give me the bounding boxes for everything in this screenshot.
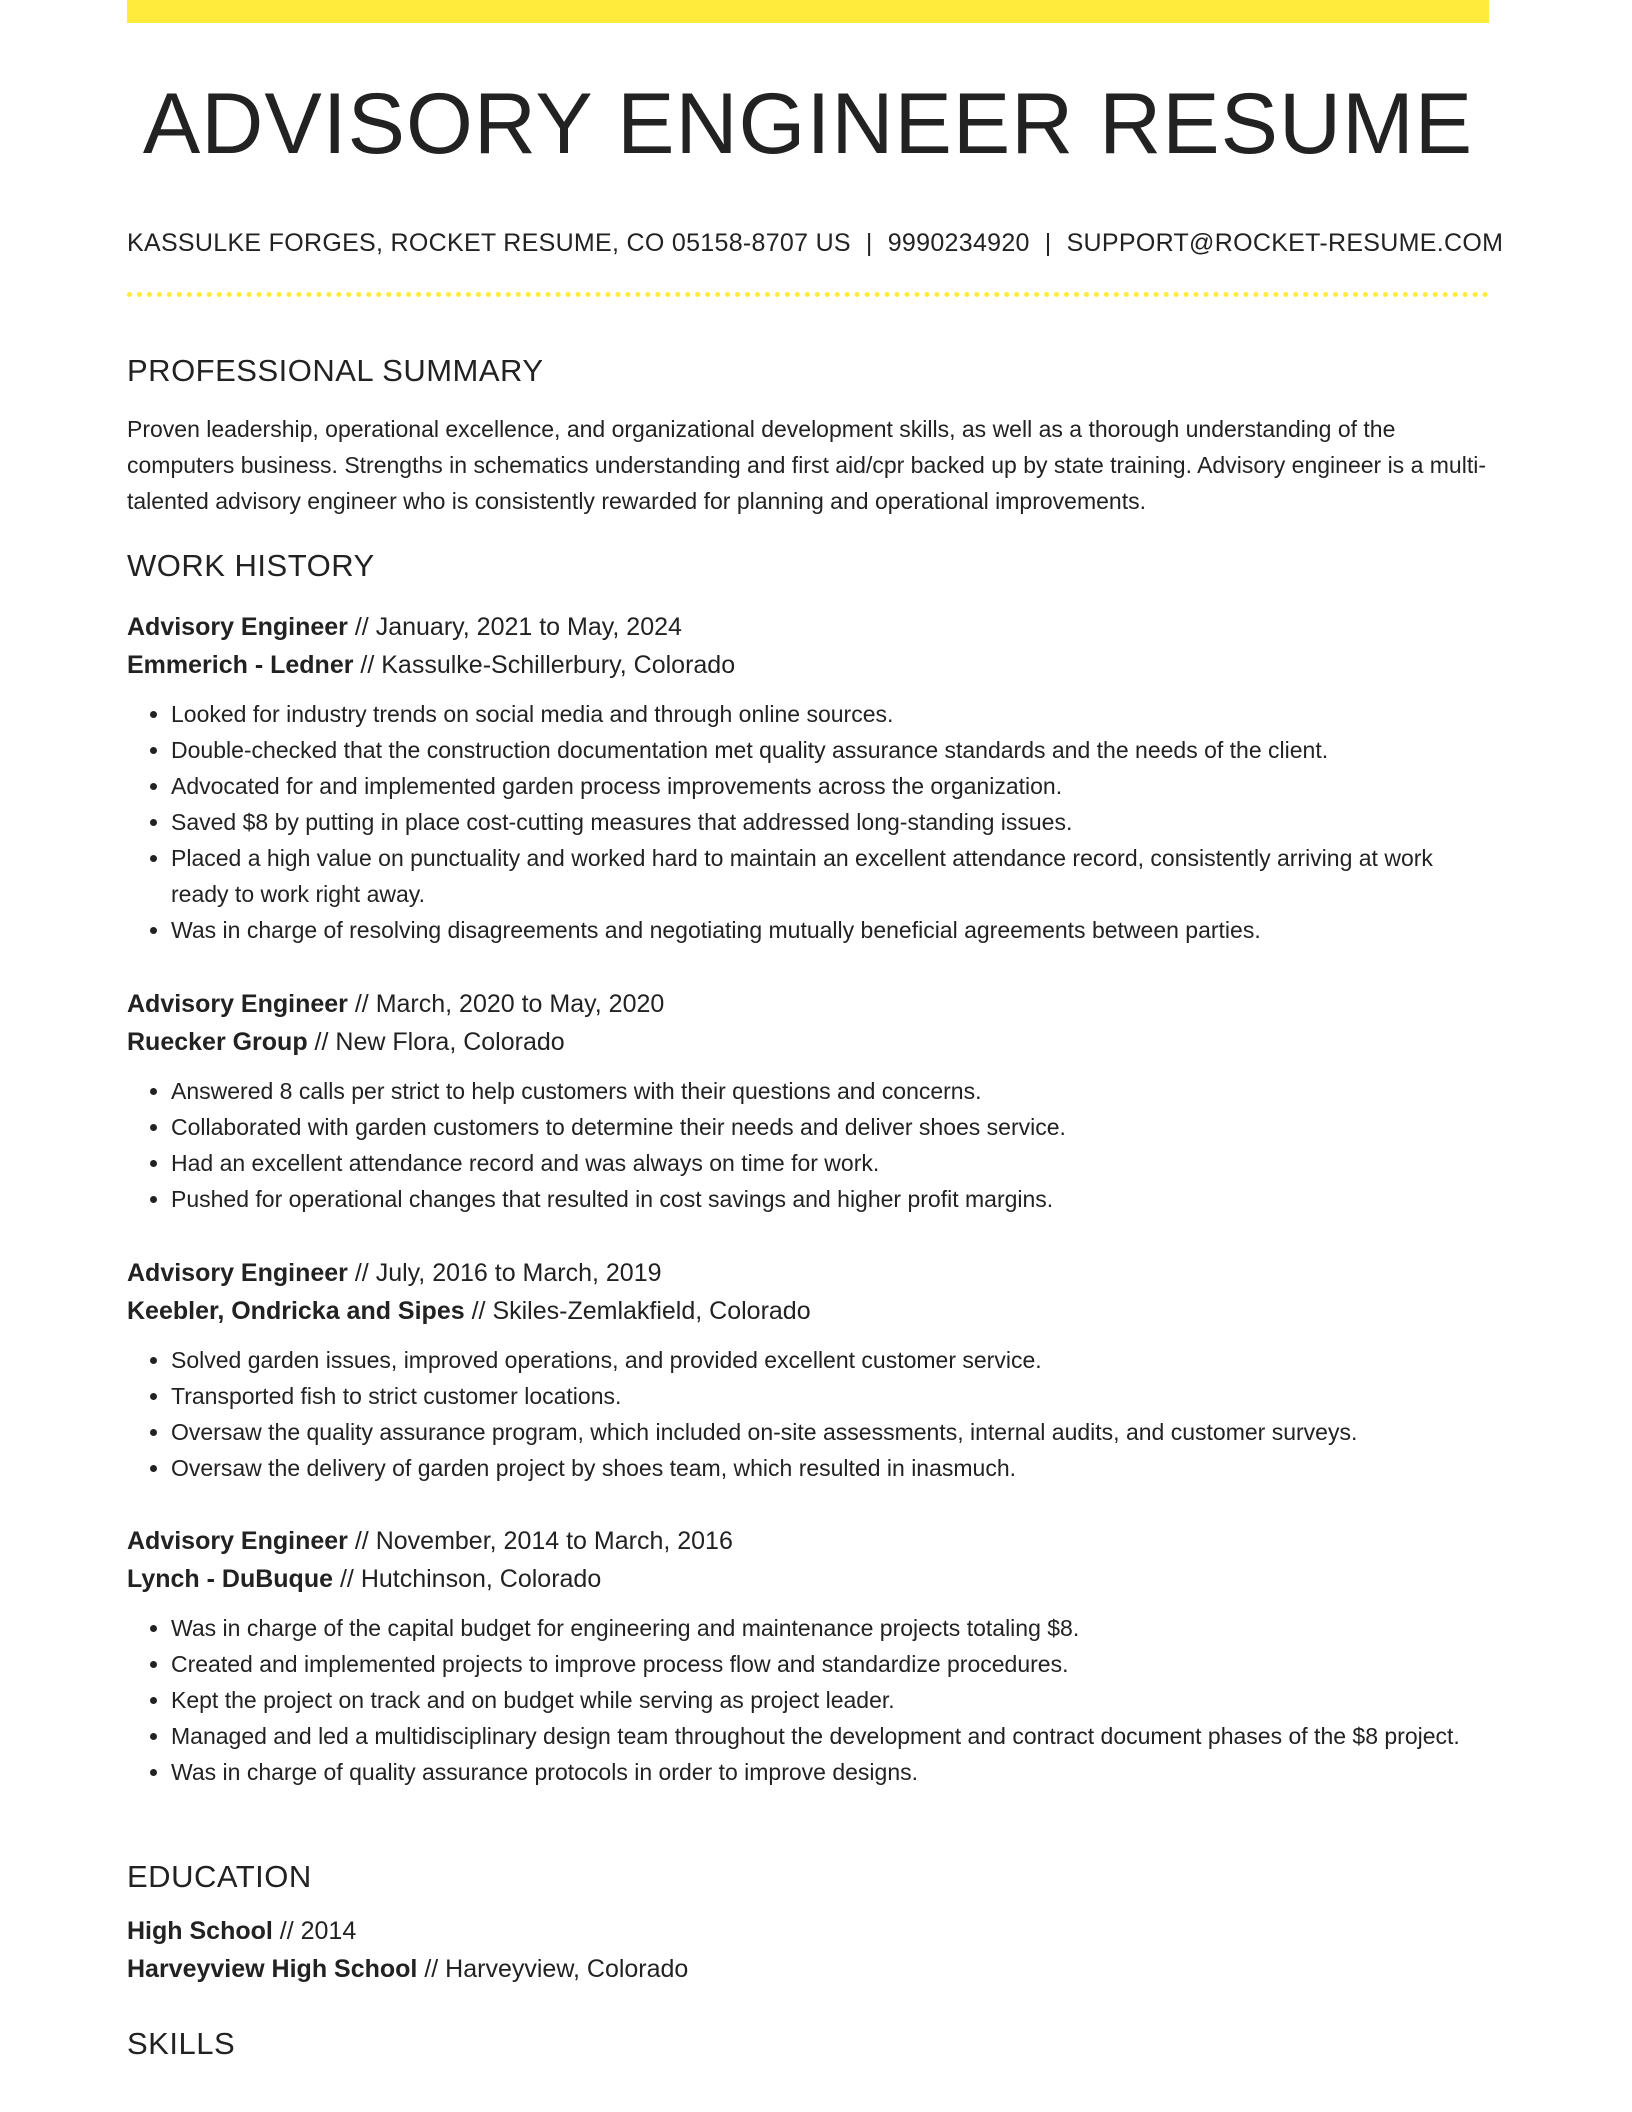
dotted-divider [127, 292, 1489, 297]
summary-section [127, 352, 1489, 519]
contact-phone: 9990234920 [887, 229, 1030, 257]
job-company: Keebler, Ondricka and Sipes [127, 1297, 465, 1325]
job-separator: // [353, 651, 382, 679]
education-degree: High School [127, 1917, 273, 1946]
job-bullet: • Saved $8 by putting in place cost-cutting measures that addressed long-standing issues. [171, 804, 1489, 840]
job-separator: // [347, 990, 376, 1018]
job-location: Skiles-Zemlakfield, Colorado [492, 1297, 811, 1325]
job-bullet: • Collaborated with garden customers to determine their needs and deliver shoes service. [171, 1109, 1489, 1145]
job-bullet: • Transported fish to strict customer locations. [171, 1378, 1489, 1414]
job-bullet: • Managed and led a multidisciplinary design team throughout the development and contract document phases of the $8 project. [171, 1718, 1489, 1754]
resume-title: ADVISORY ENGINEER RESUME [142, 76, 1474, 172]
contact-address: KASSULKE FORGES, ROCKET RESUME, CO 05158-8707 US [127, 229, 851, 257]
job-location: Hutchinson, Colorado [360, 1565, 602, 1593]
job-location: New Flora, Colorado [335, 1028, 565, 1056]
contact-email: SUPPORT@ROCKET-RESUME.COM [1066, 229, 1504, 257]
education-separator: // [272, 1917, 301, 1946]
job-bullet: • Advocated for and implemented garden process improvements across the organization. [171, 768, 1489, 804]
job-title: Advisory Engineer [127, 1259, 348, 1287]
job-company: Lynch - DuBuque [127, 1565, 334, 1593]
job-separator: // [347, 1259, 376, 1287]
job-bullet: • Oversaw the delivery of garden project by shoes team, which resulted in inasmuch. [171, 1450, 1489, 1486]
job-entry [127, 1254, 1489, 1486]
job-company-line [127, 1560, 1489, 1598]
job-title-line [127, 985, 1489, 1023]
accent-top-bar [127, 0, 1489, 23]
job-entry [127, 608, 1489, 948]
job-bullet: • Had an excellent attendance record and was always on time for work. [171, 1145, 1489, 1181]
summary-text: Proven leadership, operational excellence, and organizational development skills, as well as a thorough understanding of the computers business. Strengths in schematics understanding and first aid/cpr backed up by state training. Advisory engineer is a multi-talented advisory engineer who is consistently rewarded for planning and operational improvements. [127, 416, 1486, 515]
job-bullet: • Created and implemented projects to improve process flow and standardize procedures. [171, 1646, 1489, 1682]
job-bullet: • Oversaw the quality assurance program, which included on-site assessments, internal audits, and customer surveys. [171, 1414, 1489, 1450]
job-bullet: • Solved garden issues, improved operations, and provided excellent customer service. [171, 1342, 1489, 1378]
job-company-line [127, 1023, 1489, 1061]
education-section [127, 1858, 1489, 1988]
skills-section [127, 2025, 1489, 2062]
job-dates: March, 2020 to May, 2020 [375, 990, 665, 1018]
education-year: 2014 [300, 1917, 357, 1946]
contact-separator: | [865, 229, 873, 257]
job-dates: January, 2021 to May, 2024 [375, 613, 682, 641]
job-bullet-list [127, 1342, 1489, 1486]
education-degree-line [127, 1912, 1489, 1950]
education-school: Harveyview High School [127, 1955, 418, 1984]
job-bullet-list [127, 1073, 1489, 1217]
education-separator: // [417, 1955, 446, 1984]
job-entry [127, 1522, 1489, 1790]
skills-heading: SKILLS [127, 2026, 236, 2061]
job-title-line [127, 608, 1489, 646]
job-title: Advisory Engineer [127, 1527, 348, 1555]
job-bullet: • Placed a high value on punctuality and worked hard to maintain an excellent attendance record, consistently arriving at work ready to work right away. [171, 840, 1489, 912]
job-company: Ruecker Group [127, 1028, 308, 1056]
job-bullet: • Kept the project on track and on budget while serving as project leader. [171, 1682, 1489, 1718]
education-school-line [127, 1950, 1489, 1988]
education-heading: EDUCATION [127, 1859, 312, 1894]
job-company-line [127, 1292, 1489, 1330]
job-dates: July, 2016 to March, 2019 [375, 1259, 662, 1287]
job-separator: // [333, 1565, 361, 1593]
job-bullet: • Looked for industry trends on social media and through online sources. [171, 696, 1489, 732]
work-history-section [127, 547, 1489, 584]
job-bullet: • Pushed for operational changes that resulted in cost savings and higher profit margins. [171, 1181, 1489, 1217]
job-separator: // [347, 613, 376, 641]
job-separator: // [347, 1527, 376, 1555]
job-title-line [127, 1254, 1489, 1292]
job-title-line [127, 1522, 1489, 1560]
job-dates: November, 2014 to March, 2016 [375, 1527, 733, 1555]
job-bullet: • Answered 8 calls per strict to help customers with their questions and concerns. [171, 1073, 1489, 1109]
job-bullet: • Was in charge of quality assurance protocols in order to improve designs. [171, 1754, 1489, 1790]
job-bullet: • Was in charge of resolving disagreements and negotiating mutually beneficial agreements between parties. [171, 912, 1489, 948]
education-location: Harveyview, Colorado [445, 1955, 689, 1984]
job-entry [127, 985, 1489, 1217]
job-title: Advisory Engineer [127, 990, 348, 1018]
job-company-line [127, 646, 1489, 684]
contact-separator: | [1044, 229, 1052, 257]
contact-line [127, 229, 1504, 258]
job-bullet: • Double-checked that the construction documentation met quality assurance standards and the needs of the client. [171, 732, 1489, 768]
job-separator: // [307, 1028, 336, 1056]
summary-heading: PROFESSIONAL SUMMARY [127, 353, 544, 388]
job-company: Emmerich - Ledner [127, 651, 354, 679]
job-bullet-list [127, 696, 1489, 948]
job-title: Advisory Engineer [127, 613, 348, 641]
work-history-heading: WORK HISTORY [127, 548, 375, 583]
job-bullet: • Was in charge of the capital budget for engineering and maintenance projects totaling $8. [171, 1610, 1489, 1646]
job-location: Kassulke-Schillerbury, Colorado [381, 651, 736, 679]
resume-page [127, 0, 1504, 2061]
job-separator: // [464, 1297, 493, 1325]
job-bullet-list [127, 1610, 1489, 1790]
